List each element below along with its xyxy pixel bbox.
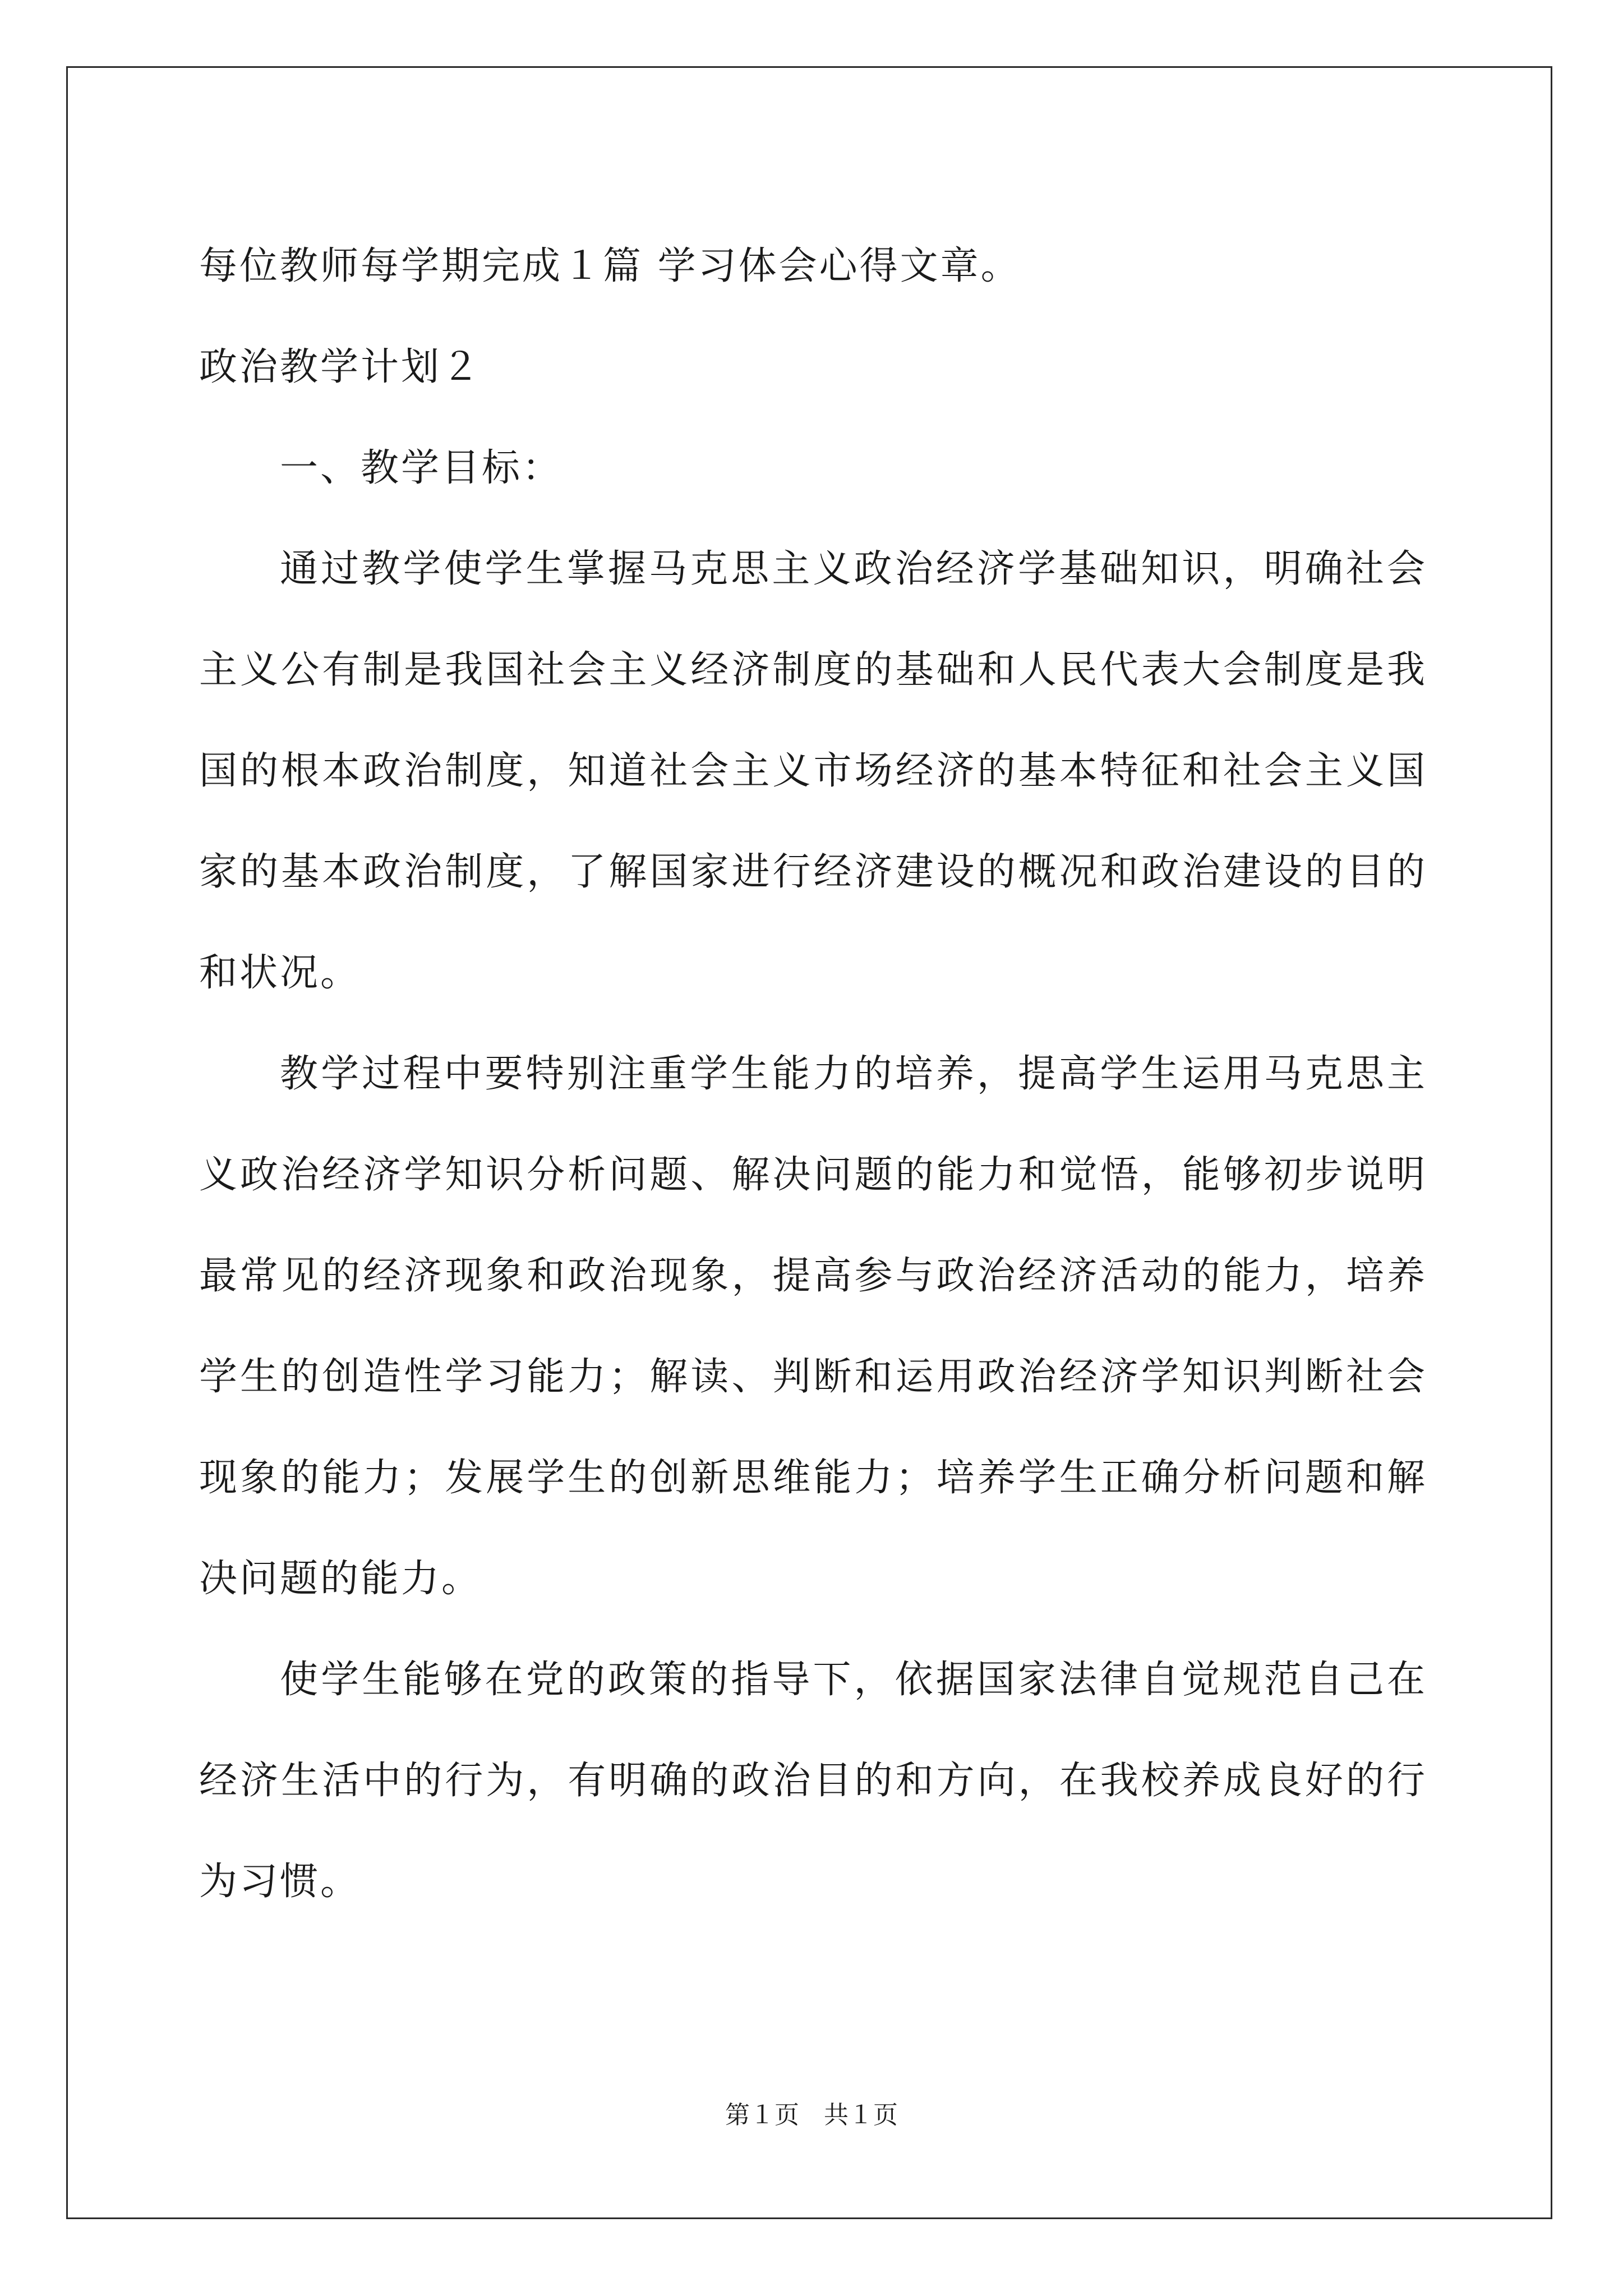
paragraph: 通过教学使学生掌握马克思主义政治经济学基础知识，明确社会主义公有制是我国社会主义经济制度的基础和人民代表大会制度是我国的根本政治制度，知道社会主义市场经济的基本特征和社会主义国家的基本政治制度，了解国家进行经济建设的概况和政治建设的目的和状况。 — [199, 547, 1427, 995]
subheading: 一、教学目标： — [280, 446, 563, 490]
section-title: 政治教学计划２ — [199, 345, 482, 389]
document-body — [199, 216, 1427, 1932]
paragraph: 教学过程中要特别注重学生能力的培养，提高学生运用马克思主义政治经济学知识分析问题、解决问题的能力和觉悟，能够初步说明最常见的经济现象和政治现象，提高参与政治经济活动的能力，培养学生的创造性学习能力；解读、判断和运用政治经济学知识判断社会现象的能力；发展学生的创新思维能力；培养学生正确分析问题和解决问题的能力。 — [199, 1052, 1427, 1601]
intro-line: 每位教师每学期完成１篇 学习体会心得文章。 — [199, 244, 1021, 288]
paragraph: 使学生能够在党的政策的指导下，依据国家法律自觉规范自己在经济生活中的行为，有明确的政治目的和方向，在我校养成良好的行为习惯。 — [199, 1658, 1427, 1904]
page-footer: 第１页 共１页 — [725, 2101, 898, 2129]
